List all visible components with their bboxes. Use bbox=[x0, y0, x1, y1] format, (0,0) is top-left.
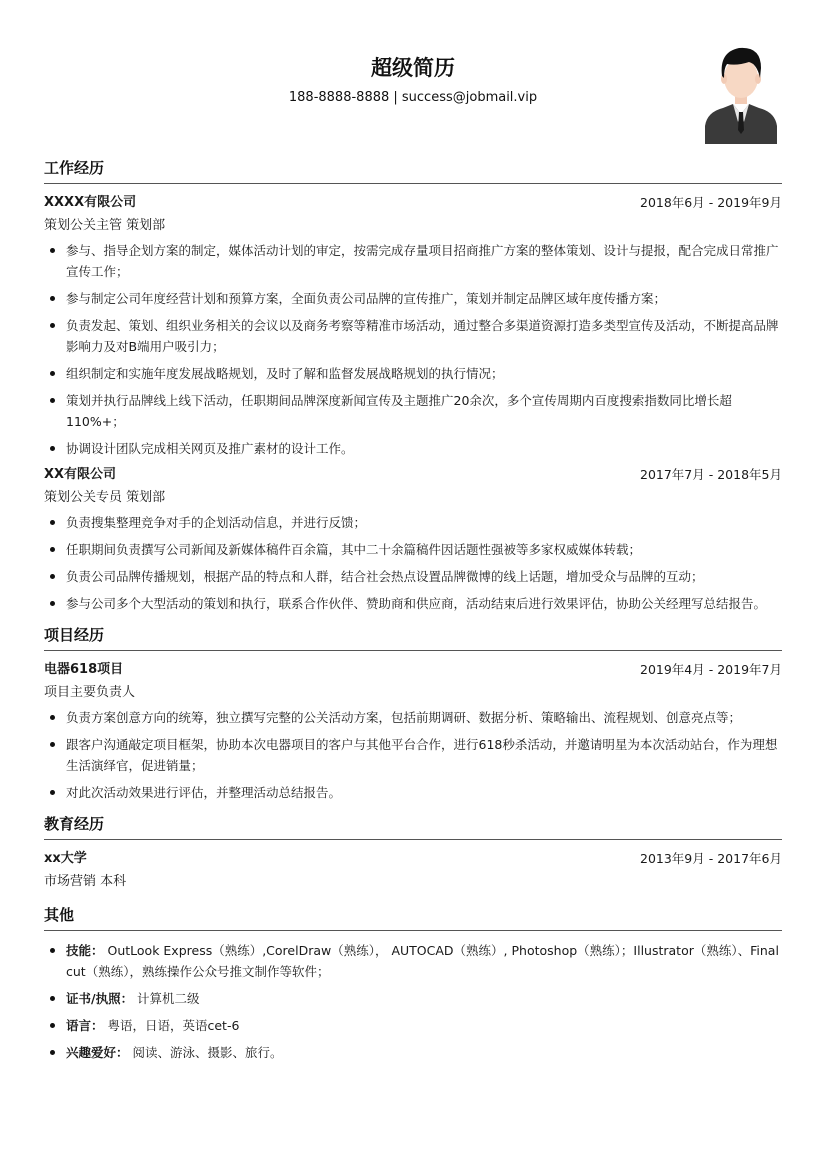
date-range: 2019年4月 - 2019年7月 bbox=[640, 662, 782, 677]
job-role: 策划公关专员 策划部 bbox=[44, 490, 166, 505]
company-name: XXXX有限公司 bbox=[44, 195, 137, 210]
duty-list bbox=[44, 240, 782, 459]
list-item: 参与制定公司年度经营计划和预算方案，全面负责公司品牌的宣传推广，策划并制定品牌区域年度传播方案； bbox=[44, 288, 782, 309]
section-title-work: 工作经历 bbox=[44, 157, 782, 184]
section-title-education: 教育经历 bbox=[44, 813, 782, 840]
list-item: 策划并执行品牌线上线下活动，任职期间品牌深度新闻宣传及主题推广20余次，多个宣传周期内百度搜索指数同比增长超110%+； bbox=[44, 390, 782, 432]
list-item: 对此次活动效果进行评估，并整理活动总结报告。 bbox=[44, 782, 782, 803]
work-entry bbox=[44, 465, 782, 614]
other-list bbox=[44, 940, 782, 1063]
list-item-hobbies bbox=[44, 1042, 782, 1063]
date-range: 2013年9月 - 2017年6月 bbox=[640, 851, 782, 866]
company-name: XX有限公司 bbox=[44, 467, 117, 482]
project-section bbox=[44, 624, 782, 803]
list-item: 跟客户沟通敲定项目框架，协助本次电器项目的客户与其他平台合作，进行618秒杀活动，并邀请明星为本次活动站台，作为理想生活演绎官，促进销量； bbox=[44, 734, 782, 776]
list-item: 参与、指导企划方案的制定，媒体活动计划的审定，按需完成存量项目招商推广方案的整体策划、设计与提报，配合完成日常推广宣传工作； bbox=[44, 240, 782, 282]
list-item-skills bbox=[44, 940, 782, 982]
list-item-languages bbox=[44, 1015, 782, 1036]
item-label: 兴趣爱好： bbox=[66, 1045, 129, 1060]
list-item: 负责搜集整理竞争对手的企划活动信息，并进行反馈； bbox=[44, 512, 782, 533]
list-item: 任职期间负责撰写公司新闻及新媒体稿件百余篇，其中二十余篇稿件因话题性强被等多家权威媒体转载； bbox=[44, 539, 782, 560]
item-text: 计算机二级 bbox=[133, 991, 200, 1006]
duty-list bbox=[44, 512, 782, 614]
resume-content bbox=[44, 157, 782, 1073]
list-item: 参与公司多个大型活动的策划和执行，联系合作伙伴、赞助商和供应商，活动结束后进行效果评估，协助公关经理写总结报告。 bbox=[44, 593, 782, 614]
item-text: OutLook Express（熟练）,CorelDraw（熟练）， AUTOCAD（熟练）, Photoshop（熟练）；Illustrator（熟练）、Final cut（熟练），熟练操作公众号推文制作等软件； bbox=[66, 943, 779, 979]
project-role: 项目主要负责人 bbox=[44, 685, 136, 700]
education-section bbox=[44, 813, 782, 894]
date-range: 2018年6月 - 2019年9月 bbox=[640, 195, 782, 210]
job-role: 策划公关主管 策划部 bbox=[44, 218, 166, 233]
item-label: 技能： bbox=[66, 943, 104, 958]
other-section bbox=[44, 904, 782, 1063]
list-item: 组织制定和实施年度发展战略规划，及时了解和监督发展战略规划的执行情况； bbox=[44, 363, 782, 384]
project-entry bbox=[44, 660, 782, 803]
project-name: 电器618项目 bbox=[44, 662, 124, 677]
work-entry bbox=[44, 193, 782, 459]
list-item-certificates bbox=[44, 988, 782, 1009]
school-name: xx大学 bbox=[44, 851, 87, 866]
major-degree: 市场营销 本科 bbox=[44, 874, 127, 889]
item-label: 证书/执照： bbox=[66, 991, 134, 1006]
contact-info: 188-8888-8888 | success@jobmail.vip bbox=[288, 90, 538, 105]
list-item: 协调设计团队完成相关网页及推广素材的设计工作。 bbox=[44, 438, 782, 459]
person-avatar-icon bbox=[703, 42, 779, 144]
date-range: 2017年7月 - 2018年5月 bbox=[640, 467, 782, 482]
work-section bbox=[44, 157, 782, 614]
avatar bbox=[703, 42, 779, 144]
item-text: 粤语，日语，英语cet-6 bbox=[103, 1018, 240, 1033]
education-entry bbox=[44, 849, 782, 894]
item-label: 语言： bbox=[66, 1018, 104, 1033]
item-text: 阅读、游泳、摄影、旅行。 bbox=[128, 1045, 283, 1060]
duty-list bbox=[44, 707, 782, 803]
section-title-project: 项目经历 bbox=[44, 624, 782, 651]
list-item: 负责发起、策划、组织业务相关的会议以及商务考察等精准市场活动，通过整合多渠道资源打造多类型宣传及活动，不断提高品牌影响力及对B端用户吸引力； bbox=[44, 315, 782, 357]
resume-title: 超级简历 bbox=[371, 56, 455, 80]
section-title-other: 其他 bbox=[44, 904, 782, 931]
list-item: 负责公司品牌传播规划，根据产品的特点和人群，结合社会热点设置品牌微博的线上话题，增加受众与品牌的互动； bbox=[44, 566, 782, 587]
list-item: 负责方案创意方向的统筹，独立撰写完整的公关活动方案，包括前期调研、数据分析、策略输出、流程规划、创意亮点等； bbox=[44, 707, 782, 728]
